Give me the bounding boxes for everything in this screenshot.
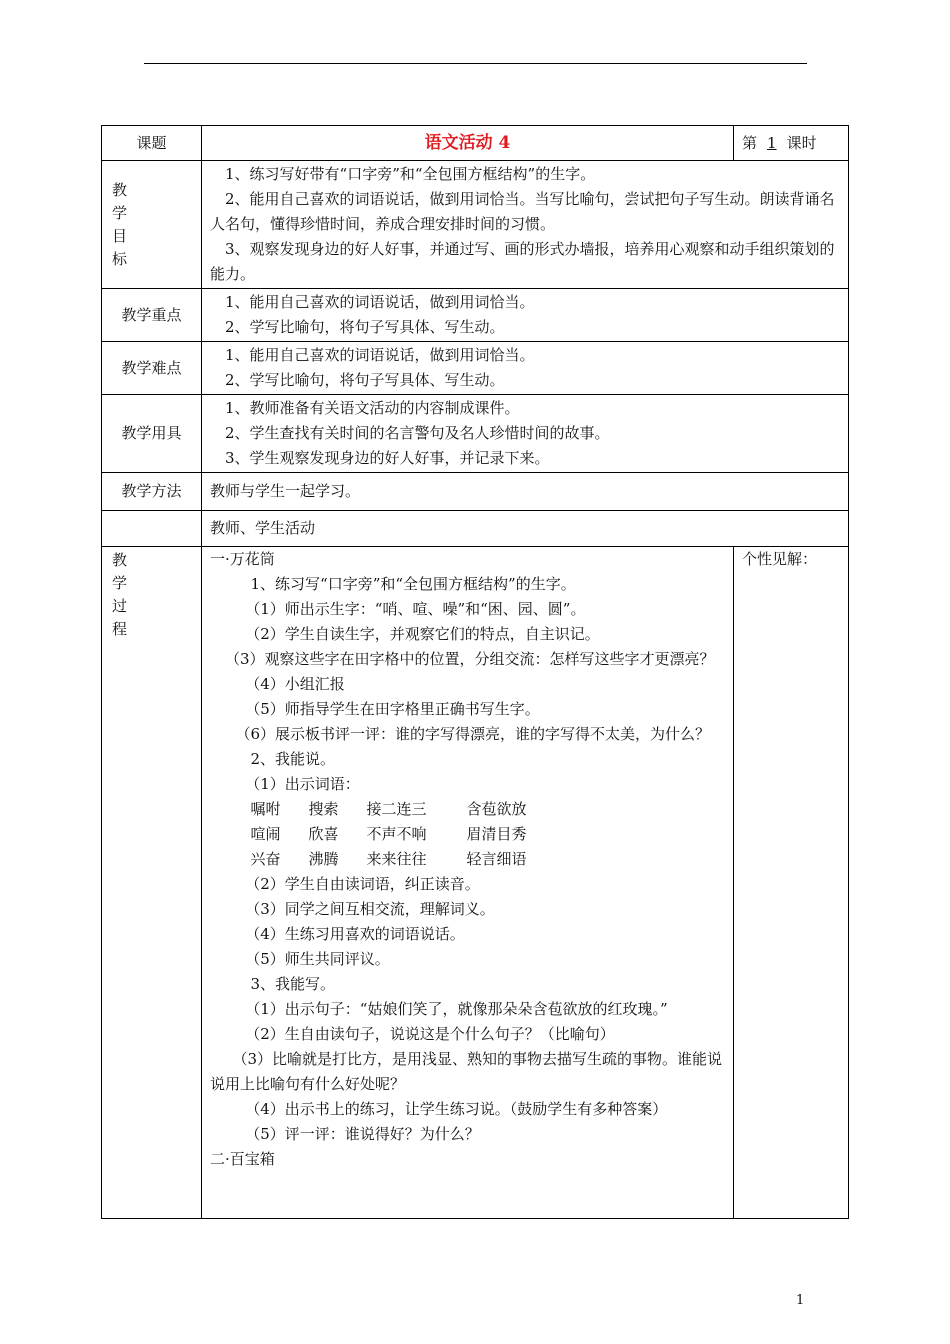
lesson-plan-table [101,125,849,1219]
difficulties-content: 1、能用自己喜欢的词语说话，做到用词恰当。 2、学写比喻句，将句子写具体、写生动。 [202,342,849,395]
lesson-suffix: 课时 [786,133,817,152]
key-points-row [102,289,849,342]
activities-header: 教师、学生活动 [202,511,849,547]
activities-header-row [102,511,849,547]
lesson-title: 语文活动 4 [202,126,734,161]
process-row [102,547,849,1219]
key-points-label: 教学重点 [102,289,202,342]
word-row: 兴奋 沸腾 来来往往 轻言细语 [250,850,527,868]
objectives-content [202,161,849,289]
topic-label: 课题 [102,126,202,161]
method-content: 教师与学生一起学习。 [202,473,849,511]
notes-cell: 个性见解： [734,547,849,1219]
objectives-row [102,161,849,289]
method-row [102,473,849,511]
s1-item-2: 2、我能说。 [250,750,336,768]
objectives-label: 教 学 目 标 [102,161,202,289]
lesson-prefix: 第 [742,133,758,152]
tools-row [102,395,849,473]
process-content: 一·万花筒 1、练习写“口字旁”和“全包围方框结构”的生字。 （1）师出示生字：“哨、喧、噪”和“困、园、圆”。 （2）学生自读生字，并观察它们的特点，自主识记。 （3）观察这些字在田字格中的位置，分组交流：怎样写这些字才更漂亮？ （4）小组汇报 （5）师指导学生在田字格里正确书写生字。 （6）展示板书评一评：谁的字写得漂亮，谁的字写得不太美，为什么？ 2、我能说。 （1）出示词语： 嘱咐 搜索 接二连三 含苞欲放 喧闹 欣喜 不声不响 眉清目秀 兴奋 沸腾 来来往往 轻言细语 （2）学生自由读词语，纠正读音。 （3）同学之间互相交流，理解词义。 （4）生练习用喜欢的词语说话。 （5）师生共同评议。 3、我能写。 （1）出示句子：“姑娘们笑了，就像那朵朵含苞欲放的红玫瑰。” （2）生自由读句子，说说这是个什么句子？（比喻句） （3）比喻就是打比方，是用浅显、熟知的事物去描写生疏的事物。谁能说说用上比喻句有什么好处呢？ （4）出示书上的练习，让学生练习说。（鼓励学生有多种答案） （5）评一评：谁说得好？为什么？ 二·百宝箱 [202,547,734,1219]
word-row: 喧闹 欣喜 不声不响 眉清目秀 [250,825,527,843]
process-label: 教 学 过 程 [102,547,202,1219]
empty-cell [102,511,202,547]
lesson-number: 1 [767,133,777,152]
s1-item-1: 1、练习写“口字旁”和“全包围方框结构”的生字。 [250,575,576,593]
lesson-number-cell [734,126,849,161]
difficulties-row [102,342,849,395]
tools-label: 教学用具 [102,395,202,473]
page-number: 1 [796,1293,805,1308]
objective-3: 3、观察发现身边的好人好事，并通过写、画的形式办墙报，培养用心观察和动手组织策划的能力。 [210,240,835,283]
objective-2: 2、能用自己喜欢的词语说话，做到用词恰当。当写比喻句，尝试把句子写生动。朗读背诵名人名句，懂得珍惜时间，养成合理安排时间的习惯。 [210,190,835,233]
word-row: 嘱咐 搜索 接二连三 含苞欲放 [250,800,527,818]
objective-1: 1、练习写好带有“口字旁”和“全包围方框结构”的生字。 [225,165,596,183]
section-1-title: 一·万花筒 [210,550,275,568]
title-row [102,126,849,161]
difficulties-label: 教学难点 [102,342,202,395]
tools-content: 1、教师准备有关语文活动的内容制成课件。 2、学生查找有关时间的名言警句及名人珍惜时间的故事。 3、学生观察发现身边的好人好事，并记录下来。 [202,395,849,473]
key-points-content: 1、能用自己喜欢的词语说话，做到用词恰当。 2、学写比喻句，将句子写具体、写生动。 [202,289,849,342]
s1-item-3: 3、我能写。 [250,975,336,993]
section-2-title: 二·百宝箱 [210,1150,275,1168]
header-rule [144,63,807,64]
method-label: 教学方法 [102,473,202,511]
